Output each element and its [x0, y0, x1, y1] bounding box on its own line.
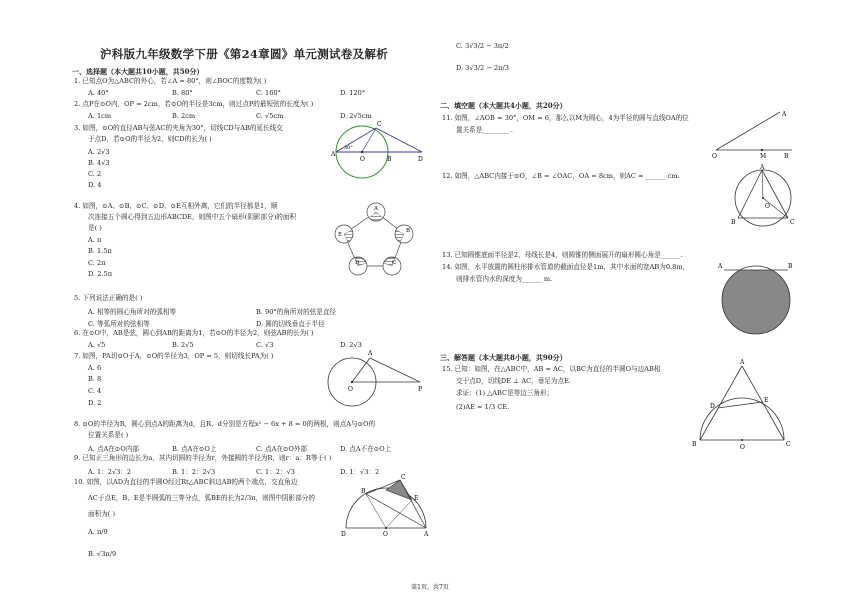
q10-label-e: E	[414, 495, 419, 502]
q3-figure	[330, 116, 430, 180]
q12-figure	[728, 164, 798, 232]
q4-line2: 次连接五个圆心得到五边形ABCDE，则图中五个扇形(阴影部分)的面积	[88, 213, 297, 221]
q15-line3: 求证：(1) △ABC是等边三角形；	[456, 389, 554, 397]
q10-option-b: B. √3π/9	[88, 550, 117, 558]
page-title: 沪科版九年级数学下册《第24章圆》单元测试卷及解析	[100, 47, 389, 61]
q5-option-c: C. 等弧所对的弦相等	[88, 320, 150, 328]
q11-label-m: M	[760, 153, 767, 160]
q2-option-d: D. 2√5cm	[340, 112, 372, 120]
q3-option-c: C. 2	[88, 170, 102, 178]
q12-line1: 12. 如图，△ABC内接于⊙O，∠B = ∠OAC，OA = 8cm，则AC = ______ cm.	[442, 172, 680, 180]
q7-figure	[322, 344, 426, 410]
q4-label-d: D	[355, 260, 360, 266]
section-3-heading: 三、解答题（本大题共8小题，共90分）	[440, 353, 567, 362]
q3-line2: 于点D，若⊙O的半径为2，则CD的长为( )	[88, 135, 212, 143]
q14-label-b: B	[788, 263, 793, 270]
q14-label-a: A	[718, 263, 723, 270]
q8-option-d: D. 点A不在⊙O上	[340, 445, 392, 453]
q4-label-a: A	[374, 206, 378, 212]
q15-label-o: O	[740, 444, 745, 451]
q2-option-a: A. 1cm	[88, 112, 112, 120]
q10-option-a: A. π/9	[88, 528, 108, 536]
q3-option-a: A. 2√3	[88, 148, 110, 156]
q7-label-o: O	[348, 386, 353, 393]
q13-line1: 13. 已知圆锥底面半径是2，母线长是4，则圆锥的侧面展开的扇形圆心角是______.	[442, 251, 683, 259]
q2-option-b: B. 2cm	[172, 112, 196, 120]
q1-option-a: A. 40°	[88, 89, 109, 97]
q11-label-a: A	[782, 111, 787, 118]
q9-option-d: D. 1：√3：2	[340, 468, 380, 476]
q8-line2: 位置关系是( )	[88, 431, 129, 439]
q3-label-d: D	[418, 156, 423, 163]
q8-option-c: C. 点A在⊙O外部	[256, 445, 308, 453]
q9-option-c: C. 1：2：√3	[256, 468, 295, 476]
q4-option-c: C. 2π	[88, 259, 106, 267]
q8-option-a: A. 点A在⊙O内部	[88, 445, 140, 453]
q7-option-c: C. 4	[88, 387, 102, 395]
q15-label-d: D	[710, 403, 715, 410]
q10-label-a: A	[424, 531, 429, 538]
q11-figure	[708, 108, 802, 160]
q15-figure	[690, 356, 796, 452]
q3-option-b: B. 4√3	[88, 159, 110, 167]
q9-option-a: A. 1：2√3：2	[88, 468, 132, 476]
q15-label-b: B	[692, 441, 697, 448]
q5-stem: 5. 下列说法正确的是( )	[74, 294, 143, 302]
q15-label-c: C	[786, 441, 791, 448]
q5-option-d: D. 圆的切线垂直于半径	[256, 320, 325, 328]
q1-stem: 1. 已知点O为△ABC的外心，若∠A = 80°，则∠BOC的度数为( )	[74, 77, 267, 85]
q15-label-e: E	[764, 397, 769, 404]
q10-label-o: O	[383, 531, 388, 538]
q4-option-a: A. π	[88, 236, 102, 244]
q11-line1: 11. 如图，∠AOB = 30°，OM = 6，那么以M为圆心，4为半径的圆与直线OA的位	[442, 114, 689, 122]
q6-option-c: C. √3	[256, 341, 274, 349]
q9-stem: 9. 已知正三角形的边长为a，其内切圆的半径为r，外接圆的半径为R，则r：a：R等于( )	[74, 454, 332, 462]
q4-line1: 4. 如图，⊙A、⊙B、⊙C、⊙D、⊙E互相外离，它们的半径都是1，顺	[74, 202, 278, 210]
q3-line1: 3. 如图，⊙O的直径AB与弦AC的夹角为30°，切线CD与AB的延长线交	[74, 124, 283, 132]
section-1-heading: 一、选择题（本大题共10小题，共50分）	[72, 67, 204, 76]
q7-label-p: P	[418, 386, 423, 393]
q6-option-d: D. 2√3	[340, 341, 362, 349]
q3-label-o: O	[360, 156, 365, 163]
page-footer: 第1页，共7页	[411, 584, 449, 591]
q7-option-a: A. 6	[88, 364, 102, 372]
q10-label-b: B	[361, 488, 366, 495]
q4-label-e: E	[338, 232, 343, 238]
q3-label-a: A	[331, 151, 336, 158]
q4-figure	[330, 200, 414, 280]
q3-option-d: D. 4	[88, 181, 102, 189]
q12-label-c: C	[790, 219, 795, 226]
q3-label-30deg: 30°	[344, 145, 353, 151]
q11-line2: 置关系是________ .	[456, 126, 513, 134]
q12-label-o: O	[765, 203, 770, 210]
section-2-heading: 二、填空题（本大题共4小题，共20分）	[440, 101, 567, 110]
q6-stem: 6. 在⊙O中，AB是弦，圆心到AB的距离为1，若⊙O的半径为2，则弦AB的长为( )	[74, 329, 314, 337]
q12-label-b: B	[731, 219, 736, 226]
q10-option-c: C. 3√3/2 − 3π/2	[456, 42, 509, 50]
q5-option-b: B. 90°的角所对的弦是直径	[256, 308, 337, 316]
q10-line3: 面积为( )	[88, 510, 116, 518]
q11-label-b: B	[784, 153, 789, 160]
q10-label-c: C	[401, 474, 406, 481]
q6-option-b: B. 2√5	[172, 341, 194, 349]
q7-label-a: A	[368, 350, 373, 357]
q3-label-c: C	[377, 121, 382, 128]
q15-line4: (2)AE = 1/3 CE.	[456, 403, 510, 411]
q15-line2: 交于点D，切线DE ⊥ AC，垂足为点E.	[456, 377, 572, 385]
q7-option-d: D. 2	[88, 399, 102, 407]
q9-option-b: B. 1：2：2√3	[172, 468, 216, 476]
q1-option-b: B. 80°	[172, 89, 193, 97]
q10-line1: 10. 如图，以AD为直径的半圆O经过Rt△ABC斜边AB的两个端点，交直角边	[74, 478, 298, 486]
q8-line1: 8. ⊙O的半径为R，圆心到点A的距离为d，且R、d分别是方程x² − 6x + 8 = 0的两根，则点A与⊙O的	[74, 420, 376, 428]
q14-line2: 则排水管内水的深度为______ m.	[456, 275, 553, 283]
q10-label-d: D	[341, 531, 346, 538]
q12-label-a: A	[760, 164, 765, 171]
q5-option-a: A. 相等的圆心角所对的弧相等	[88, 308, 177, 316]
q15-label-a: A	[740, 359, 745, 366]
q11-label-o: O	[712, 153, 717, 160]
q10-line2: AC于点E，B、E是半圆弧的三等分点，弧BE的长为2/3π，则图中阴影部分的	[88, 494, 315, 502]
q3-label-b: B	[387, 156, 392, 163]
q1-option-c: C. 160°	[256, 89, 281, 97]
q14-line1: 14. 如图，水平放置的圆柱形排水管道的截面直径是1m，其中水面的宽AB为0.8m，	[442, 263, 690, 271]
q10-option-d: D. 3√3/2 − 2π/3	[456, 64, 509, 72]
q1-option-d: D. 120°	[340, 89, 366, 97]
q2-stem: 2. 点P在⊙O内，OP = 2cm，若⊙O的半径是3cm，则过点P的最短弦的长度为( )	[74, 100, 314, 108]
q14-figure	[716, 256, 796, 338]
q8-option-b: B. 点A在⊙O上	[172, 445, 217, 453]
q15-line1: 15. 已知：如图，在△ABC中，AB = AC，以BC为直径的半圆O与边AB相	[442, 365, 661, 373]
q6-option-a: A. √5	[88, 341, 106, 349]
q4-option-d: D. 2.5π	[88, 270, 113, 278]
q4-line3: 是( )	[88, 224, 102, 232]
q7-option-b: B. 8	[88, 375, 102, 383]
q10-figure	[338, 470, 430, 540]
q4-label-b: B	[406, 228, 411, 234]
q4-option-b: B. 1.5π	[88, 247, 112, 255]
q7-stem: 7. 如图，PA切⊙O于A，⊙O的半径为3，OP = 5，则切线长PA为( )	[74, 352, 274, 360]
q4-label-c: C	[392, 260, 397, 266]
q2-option-c: C. √5cm	[256, 112, 284, 120]
